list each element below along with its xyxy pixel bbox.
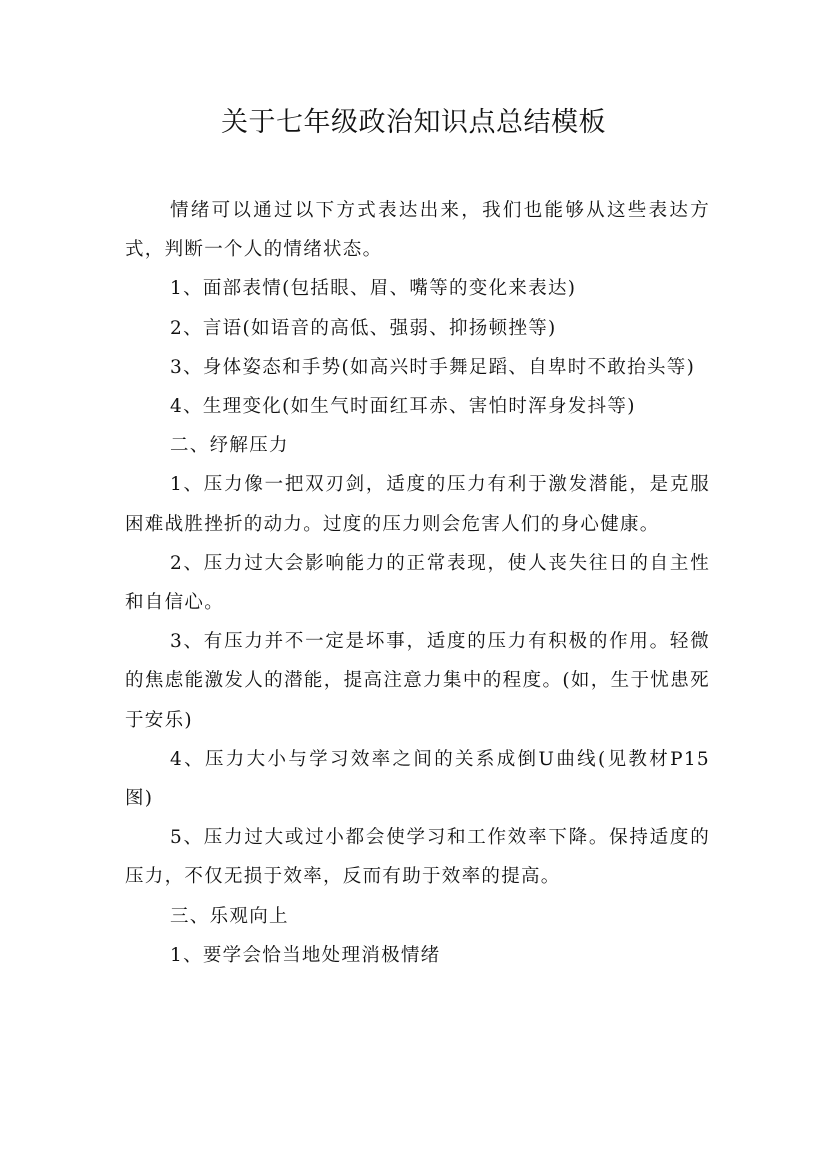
paragraph-stress-1: 1、压力像一把双刃剑，适度的压力有利于激发潜能，是克服困难战胜挫折的动力。过度的压力则会危害人们的身心健康。 bbox=[125, 474, 710, 535]
document-body bbox=[125, 191, 710, 975]
paragraph-stress-2: 2、压力过大会影响能力的正常表现，使人丧失往日的自主性和自信心。 bbox=[125, 552, 710, 614]
paragraph-item-posture: 3、身体姿态和手势(如高兴时手舞足蹈、自卑时不敢抬头等) bbox=[170, 356, 696, 378]
paragraph-intro: 情绪可以通过以下方式表达出来，我们也能够从这些表达方式，判断一个人的情绪状态。 bbox=[125, 200, 710, 261]
paragraph-optimism-1: 1、要学会恰当地处理消极情绪 bbox=[170, 944, 441, 966]
section-heading-optimism: 三、乐观向上 bbox=[170, 905, 289, 927]
paragraph-stress-3: 3、有压力并不一定是坏事，适度的压力有积极的作用。轻微的焦虑能激发人的潜能，提高注意力集中的程度。(如，生于忧患死于安乐) bbox=[125, 631, 710, 731]
paragraph-item-speech: 2、言语(如语音的高低、强弱、抑扬顿挫等) bbox=[170, 317, 557, 339]
section-heading-stress: 二、纾解压力 bbox=[170, 435, 289, 457]
paragraph-item-physiology: 4、生理变化(如生气时面红耳赤、害怕时浑身发抖等) bbox=[170, 396, 636, 418]
paragraph-stress-4: 4、压力大小与学习效率之间的关系成倒U曲线(见教材P15图) bbox=[125, 748, 710, 810]
document-title: 关于七年级政治知识点总结模板 bbox=[221, 107, 606, 138]
paragraph-item-facial: 1、面部表情(包括眼、眉、嘴等的变化来表达) bbox=[170, 278, 577, 300]
paragraph-stress-5: 5、压力过大或过小都会使学习和工作效率下降。保持适度的压力，不仅无损于效率，反而有助于效率的提高。 bbox=[125, 827, 710, 888]
